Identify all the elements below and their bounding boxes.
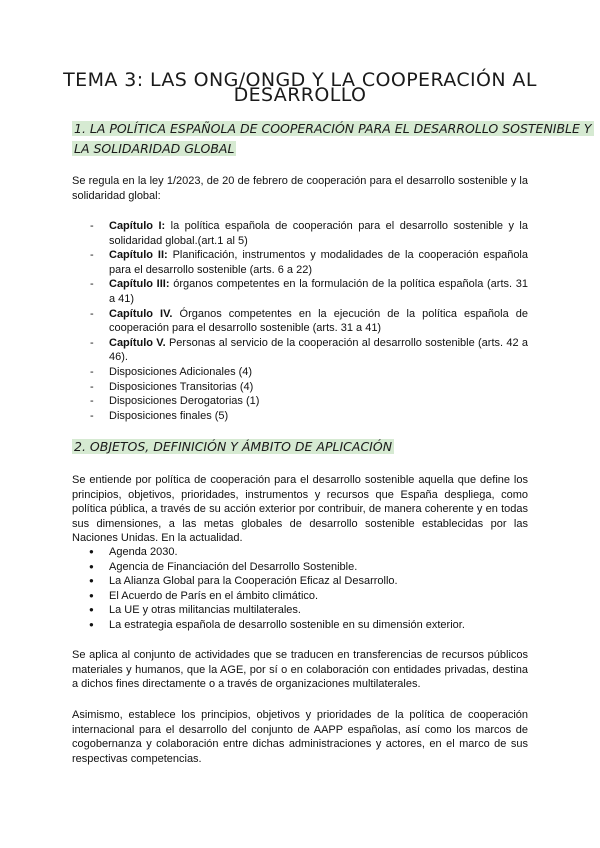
section1-heading-line2: LA SOLIDARIDAD GLOBAL [74,141,235,156]
list-item: - Disposiciones Adicionales (4) [72,365,528,380]
list-item: - Capítulo III: órganos competentes en la formulación de la política española (arts. 31 a 41) [72,277,528,306]
list-item: ● El Acuerdo de París en el ámbito climático. [72,589,528,604]
chapter-list [72,219,528,423]
list-item: - Disposiciones Derogatorias (1) [72,394,528,409]
bullet-list [72,545,528,633]
list-item: - Capítulo I: la política española de cooperación para el desarrollo sostenible y la solidaridad global.(art.1 al 5) [72,219,528,248]
page-title: TEMA 3: LAS ONG/ONGD Y LA COOPERACIÓN AL DESARROLLO [63,69,537,106]
list-item: - Capítulo IV. Órganos competentes en la ejecución de la política española de cooperación para el desarrollo sostenible (arts. 31 a 41) [72,307,528,336]
list-item: - Capítulo II: Planificación, instrumentos y modalidades de la cooperación española para el desarrollo sostenible (arts. 6 a 22) [72,248,528,277]
list-item: - Capítulo V. Personas al servicio de la cooperación al desarrollo sostenible (arts. 42 a 46). [72,336,528,365]
section2-heading-text: 2. OBJETOS, DEFINICIÓN Y ÁMBITO DE APLICACIÓN [74,439,393,454]
list-item: ● La Alianza Global para la Cooperación Eficaz al Desarrollo. [72,574,528,589]
list-item: ● La estrategia española de desarrollo sostenible en su dimensión exterior. [72,618,528,633]
list-item: ● La UE y otras militancias multilaterales. [72,603,528,618]
list-item: ● Agenda 2030. [72,545,528,560]
section2-heading [72,437,394,457]
list-item: - Disposiciones Transitorias (4) [72,380,528,395]
section2-paragraph-2: Se aplica al conjunto de actividades que se traducen en transferencias de recursos públicos materiales y humanos, que la AGE, por sí o en colaboración con entidades privadas, destina a dichos fines directamente o a través de organizaciones multilaterales. [72,649,528,691]
list-item: - Disposiciones finales (5) [72,409,528,424]
section2-paragraph-3: Asimismo, establece los principios, objetivos y prioridades de la política de cooperación internacional para el desarrollo del conjunto de AAPP españolas, así como los marcos de cogobernanza y colaboración entre dichas administraciones y actores, en el marco de sus respectivas competencias. [72,709,528,765]
section1-heading [72,119,594,159]
section2-paragraph-1: Se entiende por política de cooperación para el desarrollo sostenible aquella que define los principios, objetivos, prioridades, instrumentos y recursos que España despliega, como política pública, a través de su acción exterior por contribuir, de manera coherente y en todas sus dimensiones, a las metas globales de desarrollo sostenible establecidas por las Naciones Unidas. En la actualidad. [72,474,528,545]
list-item: ● Agencia de Financiación del Desarrollo Sostenible. [72,560,528,575]
section1-heading-line1: 1. LA POLÍTICA ESPAÑOLA DE COOPERACIÓN PARA EL DESARROLLO SOSTENIBLE Y [74,121,592,136]
section1-intro: Se regula en la ley 1/2023, de 20 de febrero de cooperación para el desarrollo sostenible y la solidaridad global: [72,175,528,202]
